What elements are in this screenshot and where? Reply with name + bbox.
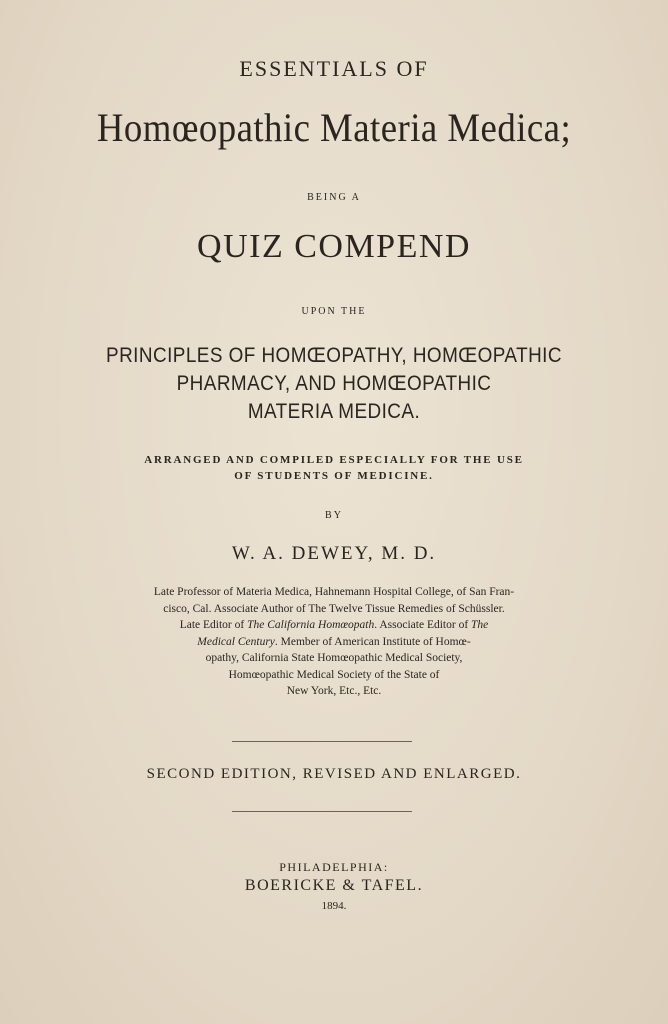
by-label: BY (325, 510, 343, 521)
credentials-line: opathy, California State Homœopathic Medical Society, (205, 652, 463, 664)
being-label: BEING A (307, 192, 361, 203)
edition-statement: SECOND EDITION, REVISED AND ENLARGED. (146, 766, 522, 782)
credentials-line (0, 634, 668, 651)
principles-line: PHARMACY, AND HOMŒOPATHIC (176, 372, 492, 395)
credentials-line: New York, Etc., Etc. (286, 685, 382, 697)
publication-year: 1894. (321, 900, 347, 912)
credentials-text: . Associate Editor of (374, 619, 472, 631)
credentials-line: Late Professor of Materia Medica, Hahnemann Hospital College, of San Fran- (153, 586, 515, 598)
author-credentials (0, 584, 668, 700)
author-name: W. A. DEWEY, M. D. (231, 543, 437, 564)
journal-title: The California Homœopath (247, 619, 375, 631)
pre-title: ESSENTIALS OF (239, 56, 429, 81)
credentials-line: cisco, Cal. Associate Author of The Twelve Tissue Remedies of Schüssler. (163, 602, 505, 615)
principles-line: MATERIA MEDICA. (247, 400, 421, 423)
credentials-text: . Member of American Institute of Homœ- (274, 635, 471, 648)
arranged-line: OF STUDENTS OF MEDICINE. (234, 470, 434, 482)
credentials-line (0, 617, 668, 634)
journal-title: Medical Century (197, 635, 275, 648)
principles-heading (33, 342, 634, 426)
divider-rule (232, 741, 412, 742)
arranged-note (0, 452, 668, 484)
main-title: Homœopathic Materia Medica; (96, 105, 572, 150)
arranged-line: ARRANGED AND COMPILED ESPECIALLY FOR THE USE (144, 454, 524, 466)
subtitle: QUIZ COMPEND (197, 228, 471, 265)
publisher-name: BOERICKE & TAFEL. (244, 877, 424, 894)
upon-label: UPON THE (301, 306, 367, 317)
principles-line: PRINCIPLES OF HOMŒOPATHY, HOMŒOPATHIC (106, 344, 562, 367)
credentials-line: Homœopathic Medical Society of the State of (228, 668, 440, 681)
publisher-city: PHILADELPHIA: (279, 860, 389, 874)
credentials-text: Late Editor of (179, 619, 248, 631)
divider-rule (232, 811, 412, 812)
journal-title: The (471, 619, 489, 631)
